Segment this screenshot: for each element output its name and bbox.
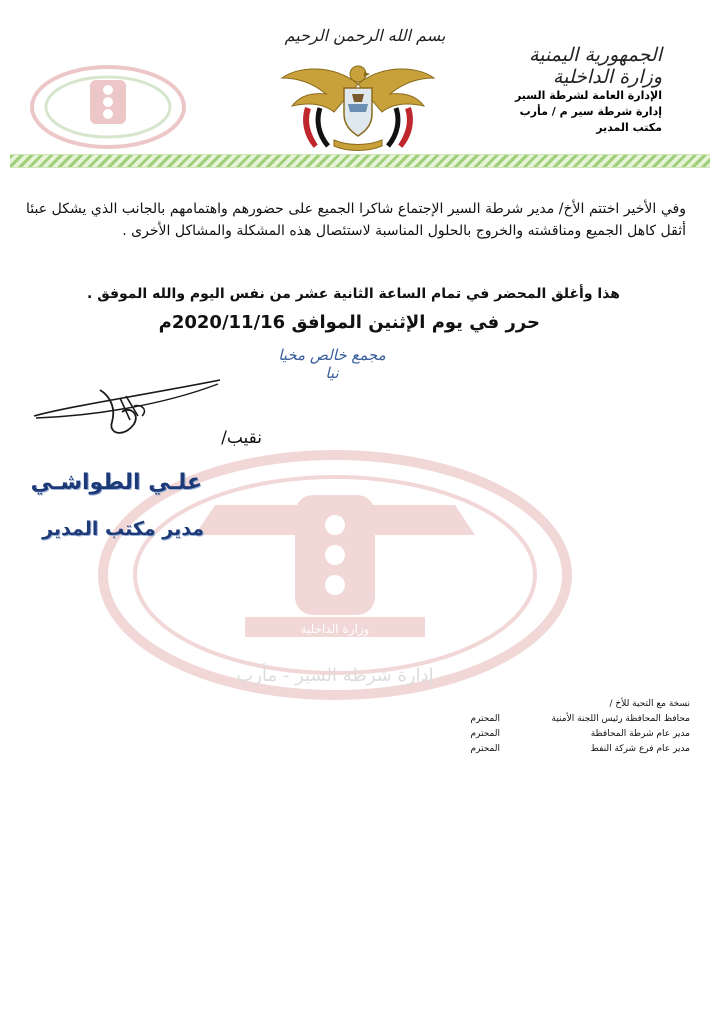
copies-heading: نسخة مع التحية للأخ /	[609, 699, 690, 709]
letterhead-issuer	[432, 44, 662, 136]
ministry-calligraphy: وزارة الداخلية	[552, 66, 662, 88]
director-office-line: مكتب المدير	[596, 121, 662, 134]
signatory-rank: نقيب/	[221, 428, 262, 448]
recipient-honorific: المحترم	[470, 714, 500, 724]
recipient-honorific: المحترم	[470, 744, 500, 754]
general-directorate-line: الإدارة العامة لشرطة السير	[514, 89, 662, 102]
issue-date-line: حرر في يوم الإثنين الموافق 2020/11/16م	[158, 312, 540, 333]
basmala: بسم الله الرحمن الرحيم	[284, 26, 446, 45]
handwritten-signature-icon	[30, 376, 230, 450]
list-item	[370, 742, 690, 757]
traffic-police-logo-icon	[28, 62, 188, 156]
watermark-directorate-text: إدارة شرطة السير - مأرب	[236, 665, 434, 686]
header-divider	[10, 154, 710, 168]
signatory-title: مدير مكتب المدير	[42, 518, 204, 540]
recipient-name: مدير عام شرطة المحافظة	[590, 729, 690, 739]
recipient-honorific: المحترم	[470, 729, 500, 739]
watermark-ministry-text: وزارة الداخلية	[300, 622, 370, 636]
minutes-closing-line: هذا وأغلق المحضر في تمام الساعة الثانية عشر من نفس اليوم والله الموفق .	[87, 286, 620, 302]
traffic-police-marib-line: إدارة شرطة سير م / مأرب	[519, 105, 662, 118]
blue-stamp-text: مجمع خالص مخيا نيا	[278, 346, 386, 382]
signatory-name: علـي الطواشـي	[30, 470, 202, 495]
recipient-name: محافظ المحافظة رئيس اللجنة الأمنية	[551, 714, 690, 724]
list-item	[370, 712, 690, 727]
meeting-conclusion-paragraph: وفي الأخير اختتم الأخ/ مدير شرطة السير الإجتماع شاكرا الجميع على حضورهم واهتمامهم بالجانب الذي يشكل عبئا أثقل كاهل الجميع ومناقشته والخروج بالحلول المناسبة لاستئصال هذه المشكلة والمشاكل الأخرى .	[26, 201, 686, 239]
recipient-name: مدير عام فرع شركة النفط	[590, 744, 690, 754]
list-item	[370, 727, 690, 742]
copies-distribution	[370, 697, 690, 757]
republic-calligraphy: الجمهورية اليمنية	[528, 44, 662, 66]
yemen-eagle-emblem-icon	[278, 54, 438, 158]
